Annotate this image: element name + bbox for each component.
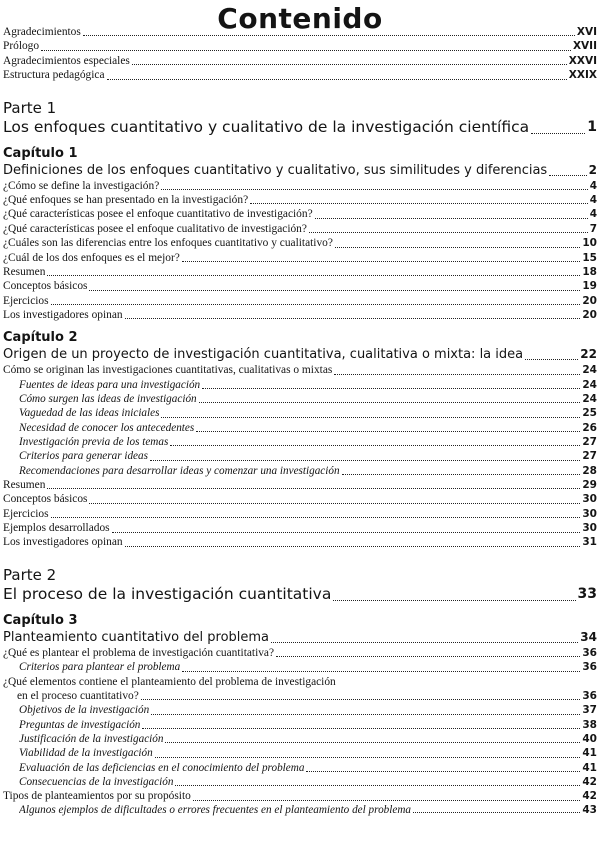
dot-leader [51, 517, 581, 518]
toc-subentry[interactable] [3, 406, 597, 420]
toc-entry[interactable] [3, 536, 597, 550]
part-title-entry[interactable] [3, 584, 597, 604]
dot-leader [333, 600, 575, 601]
entry-label: Viabilidad de la investigación [19, 747, 153, 760]
entry-label: Evaluación de las deficiencias en el conocimiento del problema [19, 761, 305, 774]
dot-leader [112, 532, 581, 533]
entry-page: 24 [582, 393, 597, 406]
entry-page: 27 [582, 450, 597, 463]
part-label: Parte 2 [3, 565, 57, 584]
dot-leader [141, 699, 581, 700]
dot-leader [41, 50, 571, 51]
toc-entry[interactable] [3, 251, 597, 265]
entry-label: ¿Qué es plantear el problema de investigación cuantitativa? [3, 646, 275, 659]
dot-leader [51, 304, 581, 305]
page-title: Contenido [217, 2, 383, 35]
toc-entry[interactable] [3, 25, 597, 39]
chapter-title: Definiciones de los enfoques cuantitativo y cualitativo, sus similitudes y diferencias [3, 162, 548, 178]
toc-entry[interactable] [3, 507, 597, 521]
entry-label: Necesidad de conocer los antecedentes [19, 421, 195, 434]
dot-leader [276, 656, 580, 657]
chapter-title-entry[interactable] [3, 162, 597, 179]
entry-label: Ejercicios [3, 294, 49, 307]
front-matter [3, 25, 597, 83]
toc-subentry[interactable] [3, 746, 597, 760]
toc-entry[interactable] [3, 521, 597, 535]
toc-entry[interactable] [3, 39, 597, 53]
entry-page: 25 [582, 407, 597, 420]
entry-label: Ejemplos desarrollados [3, 522, 110, 535]
entry-page: 24 [582, 378, 597, 391]
entry-label: Conceptos básicos [3, 493, 88, 506]
toc-entry[interactable] [3, 179, 597, 193]
toc-entry[interactable] [3, 308, 597, 322]
toc-entry[interactable] [3, 363, 597, 377]
toc-entry[interactable] [3, 492, 597, 506]
dot-leader [165, 742, 580, 743]
part-title: El proceso de la investigación cuantitativa [3, 584, 332, 603]
entry-label: Objetivos de la investigación [19, 704, 150, 717]
entry-page: 2 [588, 162, 597, 177]
entry-label: ¿Qué características posee el enfoque cuantitativo de investigación? [3, 208, 313, 221]
entry-label: Cómo surgen las ideas de investigación [19, 393, 197, 406]
toc-entry[interactable] [3, 279, 597, 293]
dot-leader [525, 359, 578, 360]
entry-page: 42 [582, 790, 597, 803]
dot-leader [175, 785, 580, 786]
dot-leader [89, 290, 580, 291]
entry-page: 24 [582, 364, 597, 377]
entry-label: Preguntas de investigación [19, 718, 141, 731]
dot-leader [549, 175, 586, 176]
entry-label: Los investigadores opinan [3, 309, 123, 322]
entry-page: 4 [589, 193, 597, 206]
chapter-label: Capítulo 2 [3, 330, 78, 346]
entry-label: ¿Cuáles son las diferencias entre los enfoques cuantitativo y cualitativo? [3, 237, 333, 250]
toc-subentry[interactable] [3, 421, 597, 435]
dot-leader [142, 728, 580, 729]
part-title: Los enfoques cuantitativo y cualitativo de la investigación científica [3, 117, 530, 136]
dot-leader [125, 546, 581, 547]
entry-label: ¿Qué enfoques se han presentado en la investigación? [3, 193, 249, 206]
toc-subentry[interactable] [3, 449, 597, 463]
entry-label: Fuentes de ideas para una investigación [19, 378, 201, 391]
entry-page: 36 [582, 661, 597, 674]
toc-entry[interactable] [3, 222, 597, 236]
entry-page: 30 [582, 507, 597, 520]
entry-page: 15 [582, 251, 597, 264]
entry-page: 36 [582, 646, 597, 659]
entry-page: 26 [582, 421, 597, 434]
toc-subentry[interactable] [3, 703, 597, 717]
entry-page: 7 [589, 222, 597, 235]
dot-leader [309, 232, 588, 233]
entry-label: ¿Qué características posee el enfoque cualitativo de investigación? [3, 222, 307, 235]
chapter-title: Origen de un proyecto de investigación cuantitativa, cualitativa o mixta: la idea [3, 347, 524, 363]
toc-subentry[interactable] [3, 660, 597, 674]
entry-page: 27 [582, 436, 597, 449]
entry-label: Agradecimientos especiales [3, 54, 130, 67]
dot-leader [83, 35, 575, 36]
dot-leader [196, 431, 580, 432]
part-title-entry[interactable] [3, 117, 597, 137]
entry-label: Resumen [3, 478, 46, 491]
entry-page: 33 [577, 585, 597, 602]
entry-page: XXVI [568, 54, 597, 67]
entry-page: XVI [576, 25, 597, 38]
entry-label: Resumen [3, 265, 46, 278]
entry-label: Estructura pedagógica [3, 69, 105, 82]
dot-leader [202, 388, 580, 389]
part-label: Parte 1 [3, 98, 57, 117]
entry-page: 4 [589, 179, 597, 192]
chapter-title: Planteamiento cuantitativo del problema [3, 629, 270, 645]
dot-leader [47, 275, 580, 276]
chapter-label: Capítulo 1 [3, 145, 78, 161]
entry-page: 40 [582, 732, 597, 745]
entry-label: Los investigadores opinan [3, 536, 123, 549]
toc-entry[interactable] [3, 193, 597, 207]
table-of-contents [3, 22, 597, 816]
entry-page: 30 [582, 493, 597, 506]
toc-subentry[interactable] [3, 435, 597, 449]
entry-page: 28 [582, 464, 597, 477]
entry-page: 1 [587, 118, 597, 135]
dot-leader [315, 218, 588, 219]
entry-page: 19 [582, 280, 597, 293]
dot-leader [182, 261, 581, 262]
dot-leader [151, 714, 580, 715]
entry-page: 10 [582, 237, 597, 250]
toc-subentry[interactable] [3, 718, 597, 732]
entry-page: 31 [582, 536, 597, 549]
entry-label: Vaguedad de las ideas iniciales [19, 407, 160, 420]
entry-page: 29 [582, 478, 597, 491]
toc-entry[interactable] [3, 236, 597, 250]
toc-subentry[interactable] [3, 732, 597, 746]
entry-page: 41 [582, 761, 597, 774]
dot-leader [125, 318, 581, 319]
dot-leader [161, 189, 587, 190]
toc-subentry[interactable] [3, 761, 597, 775]
toc-entry[interactable] [3, 294, 597, 308]
entry-label: Tipos de planteamientos por su propósito [3, 790, 191, 803]
entry-page: 22 [580, 347, 597, 362]
dot-leader [89, 503, 580, 504]
entry-label: Agradecimientos [3, 25, 81, 38]
toc-subentry[interactable] [3, 804, 597, 817]
entry-page: 42 [582, 775, 597, 788]
toc-entry[interactable] [3, 789, 597, 803]
toc-entry-multiline-rest[interactable] [3, 689, 597, 703]
chapter-label: Capítulo 3 [3, 612, 78, 628]
dot-leader [107, 79, 567, 80]
entry-page: 4 [589, 208, 597, 221]
entry-label: Cómo se originan las investigaciones cuantitativas, cualitativas o mixtas [3, 364, 333, 377]
dot-leader [161, 417, 580, 418]
toc-entry[interactable] [3, 646, 597, 660]
entry-page: 18 [582, 265, 597, 278]
toc-entry[interactable] [3, 68, 597, 82]
dot-leader [150, 460, 580, 461]
entry-page: 34 [580, 629, 597, 644]
toc-entry-multiline-first[interactable] [3, 675, 597, 689]
entry-page: 36 [582, 689, 597, 702]
chapter-title-entry[interactable] [3, 629, 597, 646]
dot-leader [193, 800, 581, 801]
toc-entry[interactable] [3, 54, 597, 68]
entry-page: XVII [572, 40, 597, 53]
dot-leader [199, 402, 581, 403]
entry-page: 30 [582, 522, 597, 535]
entry-label: Conceptos básicos [3, 280, 88, 293]
dot-leader [155, 757, 581, 758]
entry-label: ¿Cómo se define la investigación? [3, 179, 160, 192]
dot-leader [334, 374, 580, 375]
toc-entry[interactable] [3, 207, 597, 221]
entry-label: Criterios para generar ideas [19, 450, 148, 463]
dot-leader [306, 771, 580, 772]
entry-label: Recomendaciones para desarrollar ideas y comenzar una investigación [19, 464, 340, 477]
entry-label: Prólogo [3, 40, 40, 53]
dot-leader [271, 642, 578, 643]
toc-subentry[interactable] [3, 775, 597, 789]
entry-label: Ejercicios [3, 507, 49, 520]
dot-leader [170, 445, 580, 446]
entry-page: 41 [582, 747, 597, 760]
toc-entry[interactable] [3, 478, 597, 492]
toc-subentry[interactable] [3, 378, 597, 392]
entry-label: Justificación de la investigación [19, 732, 164, 745]
entry-page: XXIX [568, 69, 597, 82]
entry-page: 20 [582, 294, 597, 307]
toc-subentry[interactable] [3, 392, 597, 406]
entry-page: 20 [582, 309, 597, 322]
dot-leader [531, 133, 585, 134]
entry-label: en el proceso cuantitativo? [17, 689, 139, 702]
entry-label: ¿Qué elementos contiene el planteamiento del problema de investigación [3, 675, 336, 688]
chapter-title-entry[interactable] [3, 346, 597, 363]
dot-leader [250, 203, 588, 204]
dot-leader [182, 671, 580, 672]
dot-leader [132, 64, 567, 65]
entry-label: Criterios para plantear el problema [19, 661, 181, 674]
entry-label: Algunos ejemplos de dificultades o errores frecuentes en el planteamiento del problema [19, 803, 411, 816]
dot-leader [47, 488, 580, 489]
entry-page: 37 [582, 704, 597, 717]
dot-leader [335, 247, 580, 248]
entry-page: 43 [582, 803, 597, 816]
entry-page: 38 [582, 718, 597, 731]
entry-label: Consecuencias de la investigación [19, 775, 174, 788]
entry-label: Investigación previa de los temas [19, 436, 169, 449]
entry-label: ¿Cuál de los dos enfoques es el mejor? [3, 251, 180, 264]
toc-subentry[interactable] [3, 464, 597, 478]
dot-leader [342, 474, 581, 475]
dot-leader [413, 812, 580, 813]
toc-entry[interactable] [3, 265, 597, 279]
